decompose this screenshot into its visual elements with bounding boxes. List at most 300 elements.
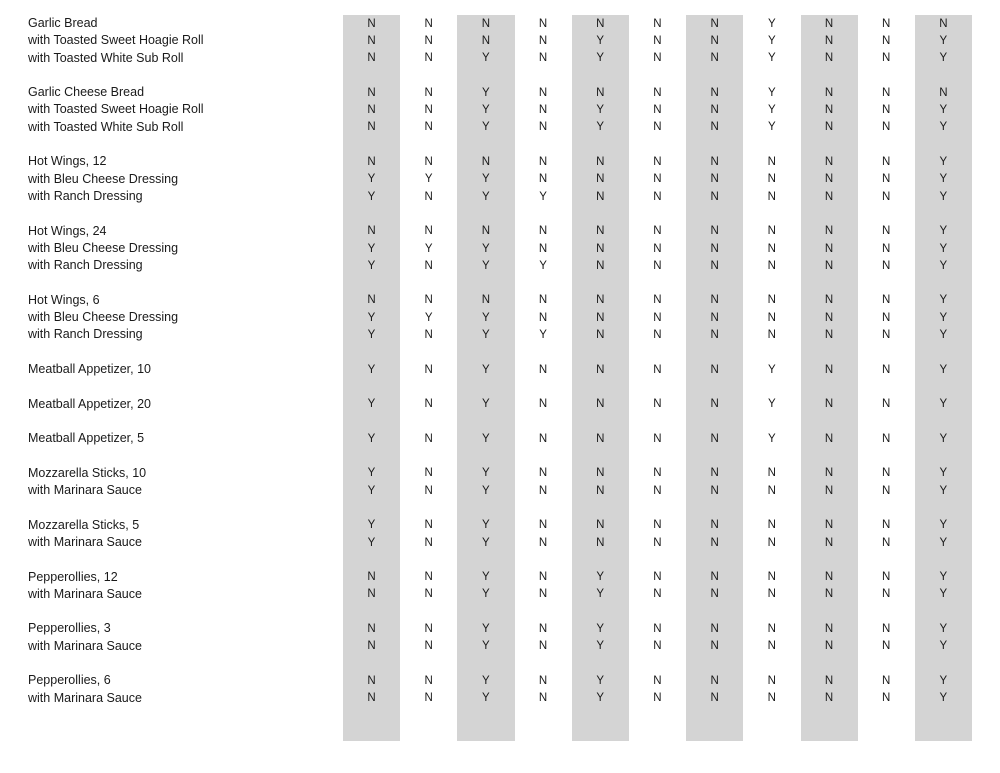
value-cell <box>858 603 915 620</box>
value-cell <box>743 136 800 153</box>
value-cell <box>457 136 514 153</box>
value-cell: N <box>882 242 891 255</box>
value-cell: N <box>882 328 891 341</box>
value-cell: N <box>801 15 858 32</box>
value-cell <box>915 344 972 361</box>
value-cell: N <box>653 294 662 307</box>
value-cell: N <box>424 432 434 445</box>
value-cell <box>572 499 629 516</box>
item-label: Meatball Appetizer, 20 <box>28 396 151 411</box>
value-cell <box>629 655 686 672</box>
value-cell <box>743 551 800 568</box>
value-cell: N <box>801 223 858 240</box>
value-cell <box>743 378 800 395</box>
value-cell <box>629 136 686 153</box>
item-label <box>0 603 343 620</box>
value-cell: N <box>767 242 777 255</box>
value-cell <box>686 551 743 568</box>
table-row <box>0 101 972 118</box>
value-cell: Y <box>767 34 776 47</box>
value-cell: N <box>882 34 891 47</box>
item-label: with Marinara Sauce <box>28 586 142 601</box>
value-cell: N <box>538 225 548 238</box>
value-cell <box>801 499 858 516</box>
value-cell <box>572 724 629 741</box>
value-cell: N <box>882 311 891 324</box>
value-cell: N <box>653 311 662 324</box>
spacer-row <box>0 413 972 430</box>
item-label: with Ranch Dressing <box>28 258 143 273</box>
value-cell: N <box>882 52 891 65</box>
value-cell <box>801 67 858 84</box>
value-cell: N <box>457 223 514 240</box>
value-cell <box>400 378 457 395</box>
value-cell <box>858 724 915 741</box>
item-label: with Marinara Sauce <box>28 483 142 498</box>
value-cell: N <box>801 326 858 343</box>
value-cell: Y <box>915 326 972 343</box>
value-cell: Y <box>915 569 972 586</box>
value-cell: N <box>801 32 858 49</box>
value-cell <box>686 205 743 222</box>
value-cell <box>743 499 800 516</box>
value-cell <box>572 205 629 222</box>
item-label <box>0 551 343 568</box>
value-cell <box>457 274 514 291</box>
value-cell: N <box>686 534 743 551</box>
value-cell: N <box>882 17 891 30</box>
value-cell: N <box>801 517 858 534</box>
item-label <box>0 205 343 222</box>
value-cell: N <box>767 173 777 186</box>
value-cell <box>457 344 514 361</box>
spacer-row <box>0 378 972 395</box>
value-cell: N <box>882 398 891 411</box>
value-cell: N <box>538 242 548 255</box>
spacer-row <box>0 655 972 672</box>
value-cell: N <box>343 223 400 240</box>
value-cell <box>457 603 514 620</box>
spacer-row <box>0 724 972 741</box>
value-cell: N <box>767 156 777 169</box>
value-cell: N <box>424 571 434 584</box>
value-cell: N <box>343 569 400 586</box>
value-cell: Y <box>343 534 400 551</box>
value-cell: Y <box>457 361 514 378</box>
value-cell: N <box>882 674 891 687</box>
value-cell: N <box>343 101 400 118</box>
value-cell: Y <box>457 620 514 637</box>
value-cell: Y <box>457 309 514 326</box>
value-cell <box>457 378 514 395</box>
value-cell: N <box>538 519 548 532</box>
spacer-row <box>0 344 972 361</box>
value-cell: N <box>801 620 858 637</box>
value-cell <box>343 274 400 291</box>
value-cell: N <box>686 84 743 101</box>
value-cell: Y <box>915 257 972 274</box>
table-row <box>0 84 972 101</box>
value-cell: N <box>686 119 743 136</box>
value-cell: Y <box>915 465 972 482</box>
value-cell <box>343 378 400 395</box>
value-cell <box>515 724 572 741</box>
value-cell: N <box>343 50 400 67</box>
value-cell: N <box>653 225 662 238</box>
value-cell: N <box>767 519 777 532</box>
value-cell: N <box>424 692 434 705</box>
value-cell: N <box>686 15 743 32</box>
value-cell: Y <box>767 104 776 117</box>
value-cell: N <box>538 363 548 376</box>
table-row <box>0 396 972 413</box>
value-cell: N <box>801 430 858 447</box>
value-cell <box>915 413 972 430</box>
value-cell: N <box>424 640 434 653</box>
value-cell <box>343 603 400 620</box>
item-label <box>0 344 343 361</box>
item-label: with Bleu Cheese Dressing <box>28 171 179 186</box>
value-cell: Y <box>915 361 972 378</box>
value-cell: N <box>653 86 662 99</box>
value-cell: N <box>801 101 858 118</box>
value-cell <box>515 205 572 222</box>
value-cell <box>915 724 972 741</box>
value-cell: N <box>538 536 548 549</box>
spacer-row <box>0 136 972 153</box>
value-cell: Y <box>457 430 514 447</box>
value-cell: N <box>424 294 434 307</box>
item-label <box>0 378 343 395</box>
value-cell: N <box>538 432 548 445</box>
value-cell: N <box>882 86 891 99</box>
value-cell: N <box>767 536 777 549</box>
value-cell <box>457 205 514 222</box>
value-cell: N <box>882 571 891 584</box>
value-cell <box>801 603 858 620</box>
value-cell: N <box>653 190 662 203</box>
value-cell: N <box>538 640 548 653</box>
value-cell: Y <box>572 119 629 136</box>
value-cell <box>858 274 915 291</box>
value-cell: N <box>457 292 514 309</box>
value-cell <box>515 447 572 464</box>
value-cell <box>572 655 629 672</box>
value-cell: Y <box>457 569 514 586</box>
value-cell: N <box>572 534 629 551</box>
value-cell: N <box>538 674 548 687</box>
value-cell: Y <box>767 363 776 376</box>
value-cell <box>743 67 800 84</box>
value-cell: N <box>882 294 891 307</box>
spacer-row <box>0 499 972 516</box>
table-row <box>0 465 972 482</box>
spacer-row <box>0 67 972 84</box>
table-row <box>0 32 972 49</box>
value-cell <box>629 67 686 84</box>
value-cell: N <box>686 171 743 188</box>
item-label <box>0 413 343 430</box>
value-cell: N <box>801 638 858 655</box>
value-cell <box>343 136 400 153</box>
value-cell: Y <box>572 690 629 707</box>
value-cell <box>400 136 457 153</box>
value-cell <box>629 447 686 464</box>
value-cell <box>686 274 743 291</box>
value-cell <box>743 655 800 672</box>
value-cell: N <box>882 156 891 169</box>
table-row <box>0 586 972 603</box>
value-cell: N <box>538 86 548 99</box>
value-cell: Y <box>457 188 514 205</box>
value-cell: Y <box>457 672 514 689</box>
value-cell: Y <box>915 50 972 67</box>
value-cell: Y <box>457 171 514 188</box>
value-cell: N <box>343 586 400 603</box>
value-cell <box>629 499 686 516</box>
value-cell <box>858 447 915 464</box>
value-cell: Y <box>539 190 548 203</box>
value-cell <box>801 378 858 395</box>
value-cell: N <box>572 292 629 309</box>
table-row <box>0 672 972 689</box>
value-cell: N <box>538 156 548 169</box>
value-cell: Y <box>343 482 400 499</box>
value-cell <box>343 344 400 361</box>
value-cell: N <box>424 225 434 238</box>
value-cell: Y <box>915 430 972 447</box>
value-cell: N <box>343 153 400 170</box>
value-cell: N <box>572 465 629 482</box>
value-cell: N <box>343 690 400 707</box>
value-cell: N <box>653 674 662 687</box>
value-cell: N <box>801 482 858 499</box>
value-cell <box>457 724 514 741</box>
value-cell <box>572 378 629 395</box>
value-cell <box>400 67 457 84</box>
value-cell: N <box>767 571 777 584</box>
value-cell: N <box>653 173 662 186</box>
value-cell: N <box>424 328 434 341</box>
table-row <box>0 569 972 586</box>
value-cell: N <box>801 569 858 586</box>
value-cell: N <box>686 292 743 309</box>
value-cell <box>915 655 972 672</box>
value-cell: Y <box>915 32 972 49</box>
value-cell: N <box>538 311 548 324</box>
value-cell: N <box>572 326 629 343</box>
value-cell <box>457 655 514 672</box>
table-row <box>0 153 972 170</box>
item-label: Garlic Bread <box>28 16 98 30</box>
value-cell: N <box>424 86 434 99</box>
value-cell: N <box>424 190 434 203</box>
item-label: with Toasted White Sub Roll <box>28 50 184 65</box>
value-cell <box>858 551 915 568</box>
value-cell: Y <box>915 620 972 637</box>
value-cell: Y <box>915 292 972 309</box>
value-cell <box>400 724 457 741</box>
value-cell <box>343 67 400 84</box>
value-cell <box>515 603 572 620</box>
value-cell: N <box>653 640 662 653</box>
value-cell: N <box>424 104 434 117</box>
table-row <box>0 223 972 240</box>
value-cell: N <box>343 638 400 655</box>
value-cell: Y <box>767 52 776 65</box>
item-label: Hot Wings, 24 <box>28 223 107 238</box>
value-cell: Y <box>457 690 514 707</box>
value-cell <box>686 603 743 620</box>
item-label: Meatball Appetizer, 5 <box>28 431 145 446</box>
value-cell: N <box>343 15 400 32</box>
value-cell <box>515 655 572 672</box>
value-cell <box>915 205 972 222</box>
value-cell <box>858 413 915 430</box>
value-cell: N <box>572 257 629 274</box>
item-label <box>0 274 343 291</box>
value-cell: N <box>538 623 548 636</box>
value-cell: Y <box>343 396 400 413</box>
value-cell: N <box>801 309 858 326</box>
value-cell: Y <box>767 432 776 445</box>
value-cell <box>858 344 915 361</box>
value-cell: N <box>572 396 629 413</box>
value-cell: N <box>686 257 743 274</box>
item-label <box>0 447 343 464</box>
value-cell <box>457 67 514 84</box>
item-label: Pepperollies, 12 <box>28 569 118 584</box>
value-cell <box>515 136 572 153</box>
value-cell <box>515 499 572 516</box>
value-cell: Y <box>767 17 776 30</box>
value-cell <box>915 274 972 291</box>
value-cell <box>629 274 686 291</box>
value-cell: Y <box>915 482 972 499</box>
value-cell: N <box>424 121 434 134</box>
value-cell: Y <box>343 188 400 205</box>
value-cell <box>515 413 572 430</box>
value-cell: N <box>653 398 662 411</box>
value-cell: N <box>424 467 434 480</box>
value-cell: Y <box>424 242 433 255</box>
item-label: Pepperollies, 6 <box>28 673 111 688</box>
value-cell: N <box>538 173 548 186</box>
value-cell: Y <box>424 173 433 186</box>
value-cell <box>343 655 400 672</box>
value-cell: N <box>882 173 891 186</box>
value-cell: N <box>801 171 858 188</box>
value-cell: N <box>882 432 891 445</box>
value-cell: Y <box>343 430 400 447</box>
value-cell <box>915 707 972 724</box>
value-cell <box>801 447 858 464</box>
value-cell: N <box>686 361 743 378</box>
value-cell <box>743 413 800 430</box>
value-cell: Y <box>539 259 548 272</box>
value-cell <box>858 655 915 672</box>
value-cell: N <box>686 240 743 257</box>
value-cell <box>457 551 514 568</box>
item-label <box>0 707 343 724</box>
value-cell: N <box>767 259 777 272</box>
value-cell: N <box>686 638 743 655</box>
value-cell <box>400 551 457 568</box>
value-cell <box>515 551 572 568</box>
value-cell <box>743 707 800 724</box>
value-cell: N <box>915 84 972 101</box>
value-cell: N <box>882 121 891 134</box>
value-cell: N <box>538 121 548 134</box>
value-cell <box>858 707 915 724</box>
value-cell: N <box>538 398 548 411</box>
value-cell <box>915 499 972 516</box>
value-cell <box>915 551 972 568</box>
value-cell: N <box>653 34 662 47</box>
table-row <box>0 257 972 274</box>
value-cell: N <box>801 153 858 170</box>
table-row <box>0 534 972 551</box>
item-label: Mozzarella Sticks, 10 <box>28 465 147 480</box>
value-cell: N <box>653 52 662 65</box>
value-cell: Y <box>915 240 972 257</box>
value-cell <box>400 707 457 724</box>
value-cell: N <box>801 534 858 551</box>
table-row <box>0 292 972 309</box>
value-cell: Y <box>424 311 433 324</box>
value-cell: N <box>767 674 777 687</box>
value-cell: Y <box>539 328 548 341</box>
value-cell: N <box>343 292 400 309</box>
spacer-row <box>0 707 972 724</box>
value-cell: N <box>767 190 777 203</box>
value-cell: N <box>801 586 858 603</box>
value-cell <box>915 603 972 620</box>
value-cell: Y <box>457 534 514 551</box>
value-cell: N <box>424 156 434 169</box>
value-cell: N <box>653 104 662 117</box>
value-cell: N <box>538 52 548 65</box>
value-cell <box>801 551 858 568</box>
value-cell <box>686 499 743 516</box>
value-cell: N <box>653 519 662 532</box>
value-cell <box>515 707 572 724</box>
item-label: with Ranch Dressing <box>28 327 143 342</box>
value-cell: N <box>801 84 858 101</box>
value-cell: Y <box>767 121 776 134</box>
value-cell: N <box>424 52 434 65</box>
value-cell: N <box>653 484 662 497</box>
table-row <box>0 171 972 188</box>
value-cell: N <box>767 328 777 341</box>
value-cell: N <box>882 623 891 636</box>
value-cell <box>457 499 514 516</box>
value-cell: Y <box>572 32 629 49</box>
value-cell: N <box>882 484 891 497</box>
value-cell <box>572 274 629 291</box>
value-cell: N <box>686 586 743 603</box>
menu-item-matrix <box>0 15 972 741</box>
value-cell <box>343 551 400 568</box>
value-cell: N <box>686 517 743 534</box>
value-cell: Y <box>457 517 514 534</box>
table-row <box>0 240 972 257</box>
value-cell: N <box>767 623 777 636</box>
item-label: with Toasted Sweet Hoagie Roll <box>28 33 204 48</box>
value-cell: N <box>882 588 891 601</box>
value-cell: N <box>767 311 777 324</box>
value-cell: N <box>572 223 629 240</box>
